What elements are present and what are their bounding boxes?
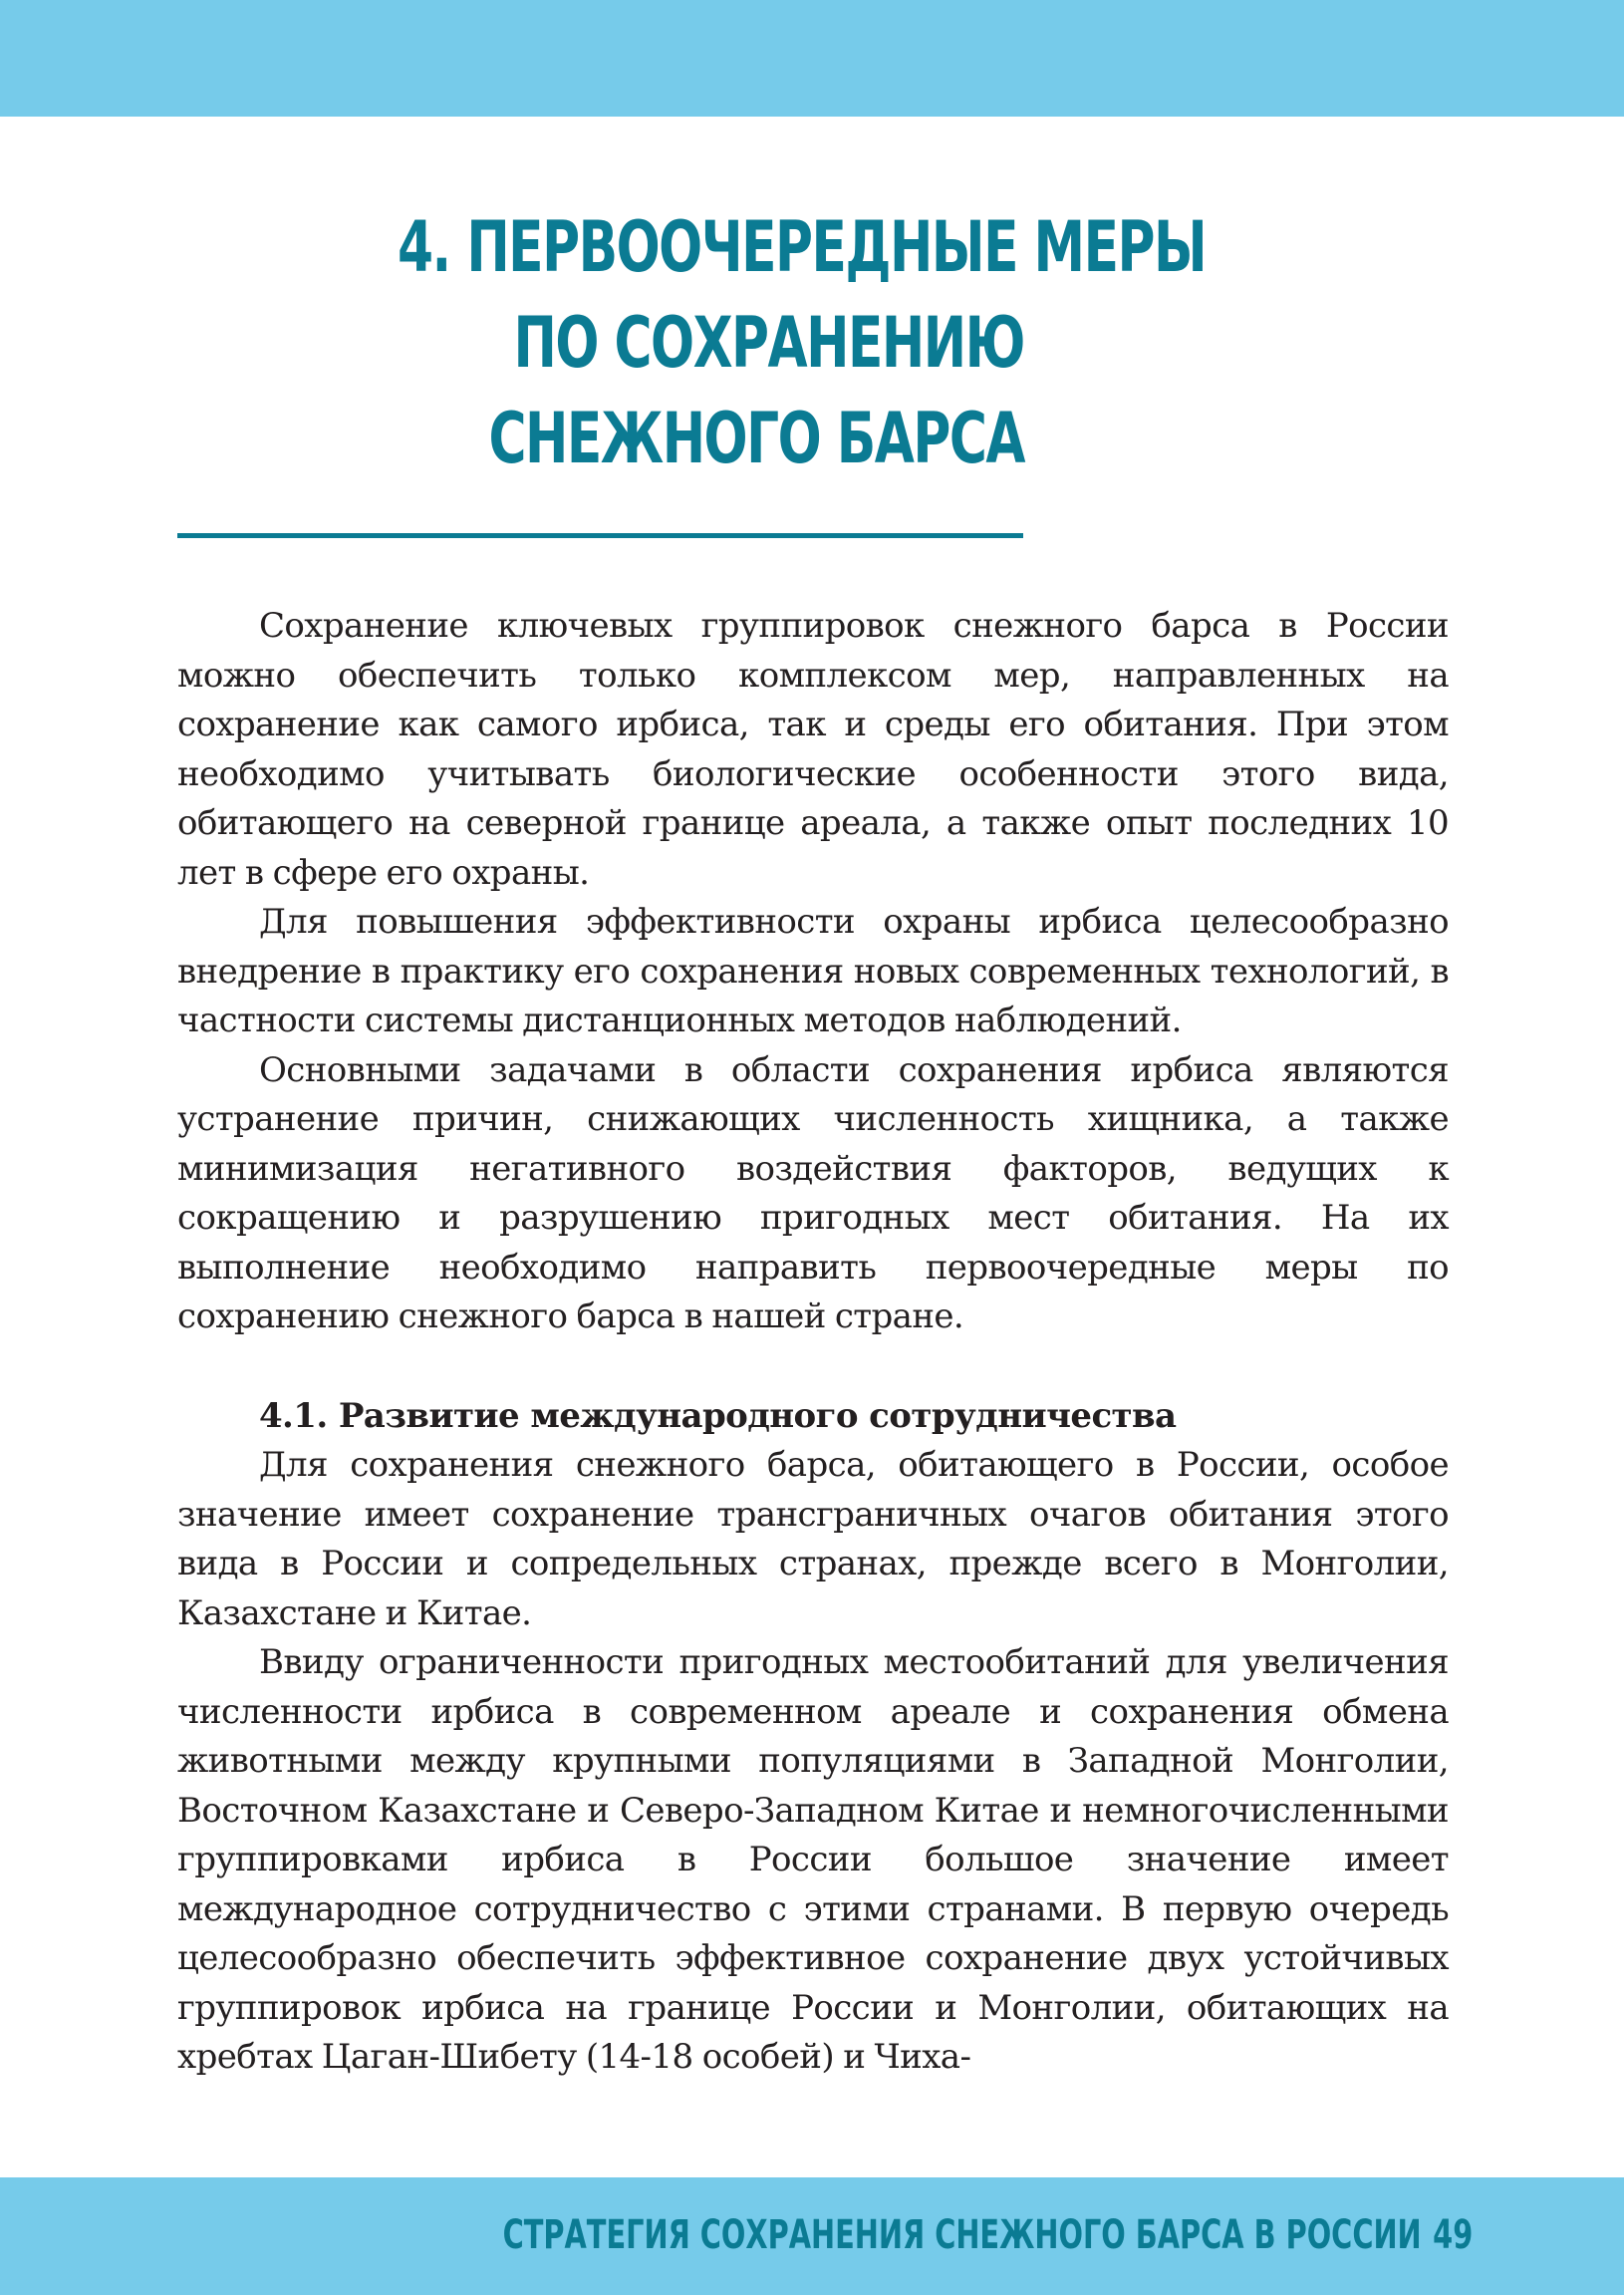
- body-text: [177, 602, 1449, 2083]
- section-paragraph-1: Для сохранения снежного барса, обитающего в России, особое значение имеет сохранение трансграничных очагов обитания этого вида в России и сопредельных странах, прежде всего в Монголии, Казахстане и Китае.: [177, 1445, 1449, 1633]
- chapter-title-line-3: СНЕЖНОГО БАРСА: [488, 398, 1024, 479]
- paragraph-1: Сохранение ключевых группировок снежного барса в России можно обеспечить только комплексом мер, направленных на сохранение как самого ирбиса, так и среды его обитания. При этом необходимо учитывать биологические особенности этого вида, обитающего на северной границе ареала, а также опыт последних 10 лет в сфере его охраны.: [177, 606, 1449, 893]
- running-title: СТРАТЕГИЯ СОХРАНЕНИЯ СНЕЖНОГО БАРСА В РОССИИ: [502, 2212, 1422, 2258]
- page-number: 49: [1432, 2212, 1473, 2258]
- section-heading: 4.1. Развитие международного сотрудничества: [259, 1395, 1177, 1436]
- title-underline-rule: [177, 533, 1023, 538]
- chapter-title: [398, 199, 1207, 486]
- section-paragraph-2: Ввиду ограниченности пригодных местообитаний для увеличения численности ирбиса в современном ареале и сохранения обмена животными между крупными популяциями в Западной Монголии, Восточном Казахстане и Северо-Западном Китае и немногочисленными группировками ирбиса в России большое значение имеет международное сотрудничество с этими странами. В первую очередь целесообразно обеспечить эффективное сохранение двух устойчивых группировок ирбиса на границе России и Монголии, обитающих на хребтах Цаган-Шибету (14-18 особей) и Чиха-: [177, 1642, 1449, 2077]
- paragraph-2: Для повышения эффективности охраны ирбиса целесообразно внедрение в практику его сохранения новых современных технологий, в частности системы дистанционных методов наблюдений.: [177, 902, 1449, 1040]
- chapter-title-line-2: ПО СОХРАНЕНИЮ: [513, 302, 1024, 384]
- top-color-band: [0, 0, 1624, 117]
- paragraph-3: Основными задачами в области сохранения ирбиса являются устранение причин, снижающих численность хищника, а также минимизация негативного воздействия факторов, ведущих к сокращению и разрушению пригодных мест обитания. На их выполнение необходимо направить первоочередные меры по сохранению снежного барса в нашей стране.: [177, 1049, 1449, 1336]
- chapter-title-line-1: 4. ПЕРВООЧЕРЕДНЫЕ МЕРЫ: [398, 206, 1207, 288]
- page-footer: [502, 2207, 1473, 2263]
